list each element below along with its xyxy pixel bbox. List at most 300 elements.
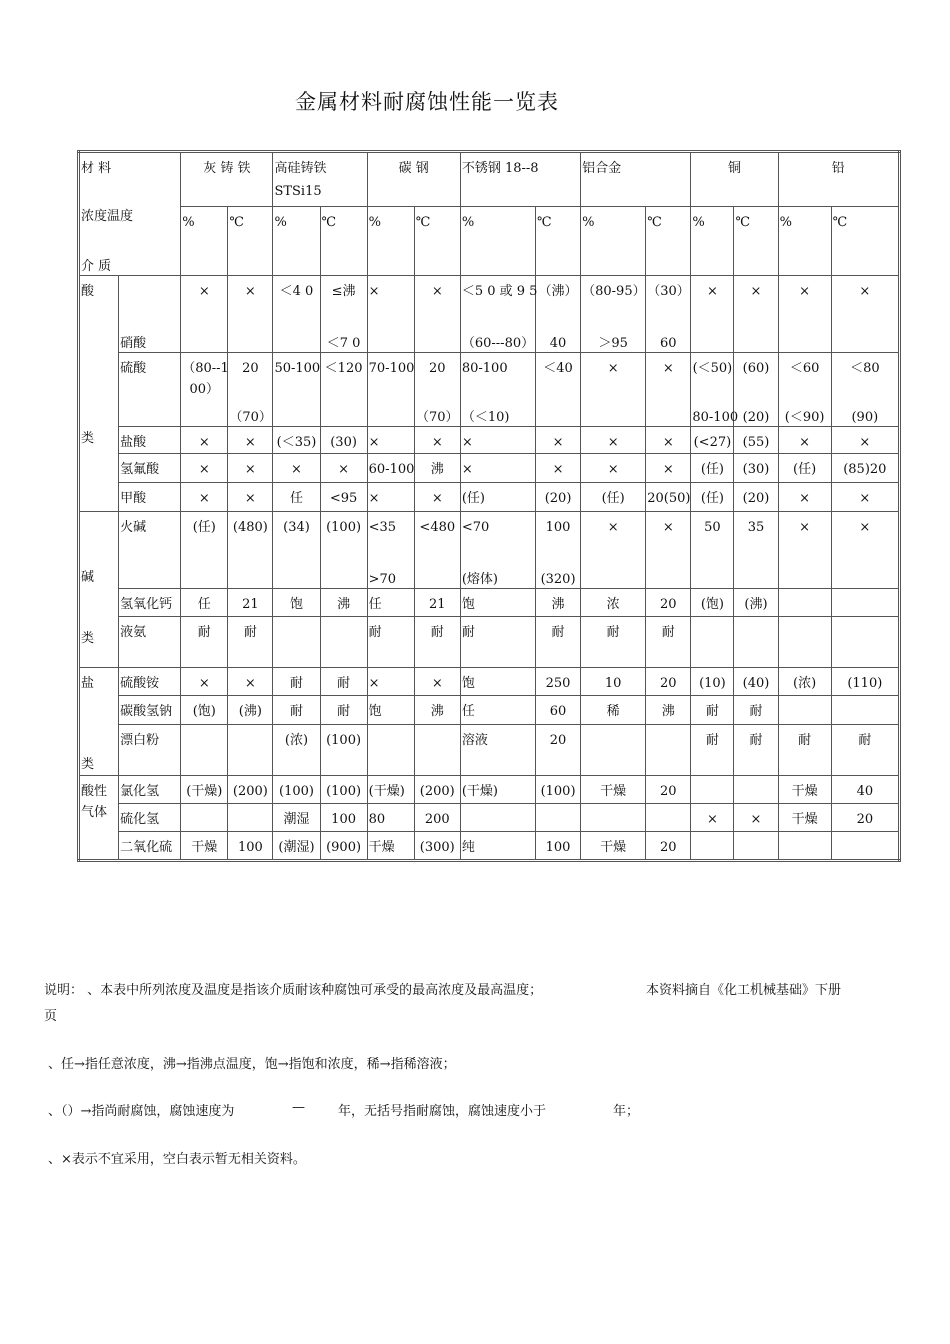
value-top: × [368,284,380,299]
value-wrap [182,276,226,352]
value-cell [367,776,414,804]
medium-wrap [120,483,179,511]
unit-label: ℃ [229,214,244,230]
unit-label: ℃ [415,214,431,230]
material-name: 灰 铸 铁 [203,161,251,176]
value-wrap [537,832,579,859]
value-cell [646,512,691,589]
value-top: 20 [856,812,874,827]
value-cell [320,617,367,668]
medium-wrap [120,725,179,775]
value-cell [181,589,228,617]
value-top [735,832,776,841]
value-top: 任 [461,704,475,719]
value-top: × [244,284,256,299]
value-top: × [291,462,302,477]
value-cell [414,804,460,832]
value-wrap [274,353,321,426]
value-wrap [780,512,830,588]
conc-temp-label: 浓度温度 [81,209,134,224]
value-top: × [198,462,210,477]
value-cell [414,832,460,861]
unit-label: % [692,214,705,230]
group-label [81,512,117,665]
value-bottom: ＜7 0 [326,336,361,351]
medium-name: 硫酸 [120,361,147,376]
unit-label: % [582,214,595,230]
value-top: 耐 [197,625,211,640]
value-top [647,804,689,813]
value-wrap [780,804,830,831]
value-wrap [582,696,644,724]
medium-cell [119,832,181,861]
value-wrap [780,617,830,667]
medium-wrap [120,832,179,859]
value-cell [181,427,228,454]
unit-header-cell [320,206,367,275]
value-cell [581,776,646,804]
value-top: × [859,520,871,535]
value-cell [646,617,691,668]
group-label-bottom: 气体 [81,805,108,820]
unit-header-cell [367,206,414,275]
value-top: × [706,812,718,827]
value-cell [734,454,778,483]
group-label-cell [79,276,119,512]
medium-name: 硝酸 [120,336,147,351]
value-cell [536,589,581,617]
value-cell [831,776,899,804]
value-wrap-line: 00） [189,382,220,397]
unit-label: ℃ [321,214,337,230]
value-top: 10 [604,676,622,691]
material-label: 材 料 [81,161,112,176]
value-cell [581,427,646,454]
value-cell [646,696,691,725]
value-top: (干燥) [461,784,498,799]
value-wrap [416,617,459,667]
unit-header-cell [734,206,778,275]
value-cell [778,668,831,696]
value-wrap [369,589,413,616]
value-top [582,725,644,734]
value-wrap [322,353,366,426]
value-cell [273,353,320,427]
value-top: × [799,491,811,506]
value-wrap [322,454,366,482]
medium-name: 盐酸 [120,435,147,450]
value-wrap [735,427,776,453]
value-top: (30) [330,435,357,450]
value-wrap [735,454,776,482]
value-top: 耐 [858,733,872,748]
value-top: × [706,284,718,299]
value-cell [831,617,899,668]
medium-name: 氢氧化钙 [120,597,173,612]
value-wrap [416,589,459,616]
value-wrap [692,483,732,511]
value-cell [414,427,460,454]
value-top: × [859,284,871,299]
value-top: 20 [660,676,677,691]
value-top: 饱 [461,597,475,612]
note-line-1: 说明： 、本表中所列浓度及温度是指该介质耐该种腐蚀可承受的最高浓度及最高温度； [44,983,543,998]
value-bottom: (＜90) [784,410,825,425]
value-top: (40) [742,676,770,691]
value-top [369,725,413,734]
value-cell [414,617,460,668]
value-wrap [182,589,226,616]
value-cell [460,776,535,804]
value-cell [536,832,581,861]
value-wrap [369,353,413,426]
value-top: × [859,435,871,450]
value-cell [581,589,646,617]
value-top: (＜35) [276,435,317,450]
value-top: (200) [232,784,268,799]
group-label [81,776,117,857]
value-cell [181,776,228,804]
value-wrap [229,617,271,667]
value-cell [691,776,734,804]
value-top: (饱) [700,597,724,612]
unit-label: ℃ [735,214,750,230]
value-cell [460,725,535,776]
value-wrap [274,589,318,616]
unit-label: % [274,214,287,230]
value-wrap [416,776,459,803]
value-wrap [780,483,830,511]
value-wrap [229,832,271,859]
value-cell [460,512,535,589]
value-wrap [647,454,689,482]
group-label-bottom: 类 [81,757,95,772]
value-cell [181,454,228,483]
value-top: 耐 [368,625,382,640]
value-top: × [198,676,210,691]
value-wrap [461,276,538,352]
unit-label: % [182,214,195,230]
value-top [692,617,732,626]
material-header-cell [181,152,273,207]
value-wrap [274,483,318,511]
unit-header-cell [646,206,691,275]
value-cell [181,483,228,512]
value-top: (干燥) [186,784,223,799]
medium-cell [119,725,181,776]
value-cell [691,512,734,589]
value-cell [460,668,535,696]
value-cell [460,832,535,861]
value-cell [734,668,778,696]
value-cell [778,454,831,483]
value-top: 耐 [749,704,763,719]
value-wrap [416,725,459,775]
value-wrap [582,668,644,695]
value-cell [367,668,414,696]
value-bottom: 40 [549,336,567,351]
value-top: (300) [419,840,455,855]
value-cell [273,696,320,725]
value-top: 干燥 [368,840,395,855]
material-header-cell [691,152,778,207]
material-header-cell [778,152,899,207]
unit-header-cell [228,206,273,275]
value-cell [273,832,320,861]
value-cell [646,353,691,427]
medium-name: 火碱 [120,520,147,535]
value-cell [536,696,581,725]
value-top [582,804,644,813]
value-cell [181,804,228,832]
value-top: 耐 [289,676,303,691]
value-wrap [780,668,830,695]
value-cell [460,804,535,832]
material-name: 铜 [727,161,741,176]
medium-cell [119,454,181,483]
medium-name: 硫化氢 [120,812,160,827]
unit-header-cell [273,206,320,275]
value-top: ＜80 [850,361,880,376]
value-cell [581,276,646,353]
value-wrap [537,512,579,588]
medium-cell [119,512,181,589]
value-cell [581,483,646,512]
value-wrap [537,696,579,724]
value-top: 250 [545,676,571,691]
value-cell [778,353,831,427]
value-cell [778,427,831,454]
value-cell [320,832,367,861]
medium-wrap [120,776,179,803]
value-cell [320,353,367,427]
medium-wrap [120,696,179,724]
value-top: 干燥 [791,784,818,799]
group-label [81,276,117,507]
value-cell [734,696,778,725]
value-wrap [274,427,318,453]
value-cell [273,617,320,668]
value-bottom: （60---80） [461,336,535,351]
value-wrap [274,668,318,695]
value-cell [581,617,646,668]
value-bottom: (熔体) [461,572,498,587]
value-wrap [182,725,226,775]
value-top: 50-100 [274,361,321,376]
value-top: × [244,435,256,450]
value-top: 耐 [705,733,719,748]
value-wrap [322,696,366,724]
value-top: 耐 [606,625,620,640]
value-wrap [647,589,689,616]
note-source: 本资料摘自《化工机械基础》下册 [646,983,842,998]
value-cell [414,776,460,804]
value-wrap [735,832,776,859]
value-wrap [833,427,897,453]
value-wrap [833,617,897,667]
value-wrap [322,668,366,695]
value-wrap [647,617,689,667]
note-line-3b: 年，无括号指耐腐蚀，腐蚀速度小于 [338,1104,547,1119]
value-wrap [322,832,366,859]
value-top [735,776,776,785]
value-wrap [647,668,689,695]
value-wrap [735,276,776,352]
value-cell [367,804,414,832]
value-wrap [735,804,776,831]
value-cell [228,696,273,725]
medium-wrap [120,353,179,426]
value-top [416,725,459,734]
value-top: (34) [283,520,310,535]
value-top: （80--1 [182,361,229,376]
value-cell [414,696,460,725]
unit-header-cell [536,206,581,275]
value-cell [831,725,899,776]
medium-name: 硫酸铵 [120,676,160,691]
value-top: 20 [549,733,567,748]
material-name: 不锈钢 18--8 [461,161,539,176]
value-cell [320,512,367,589]
value-wrap [780,427,830,453]
value-wrap [182,353,229,426]
value-wrap [274,725,318,775]
table-row [79,276,900,353]
value-wrap [462,483,534,511]
group-label-cell [79,668,119,776]
value-top: × [799,284,811,299]
value-cell [320,776,367,804]
value-top: 饱 [289,597,303,612]
value-wrap [462,617,534,667]
value-cell [734,589,778,617]
value-top [692,832,732,841]
value-bottom: （＜10) [461,410,510,425]
value-wrap [735,617,776,667]
table-row [79,668,900,696]
value-top: (浓) [793,676,817,691]
value-cell [414,589,460,617]
value-top: ＜40 [543,361,573,376]
value-top: (100) [279,784,314,799]
value-wrap [274,454,318,482]
value-wrap [416,804,459,831]
value-cell [734,776,778,804]
value-top: <95 [329,491,358,506]
group-label [81,668,117,773]
value-top: (100) [326,733,362,748]
value-wrap [692,668,732,695]
table-row [79,483,900,512]
value-wrap [369,276,413,352]
value-top: (任) [700,491,724,506]
value-cell [831,353,899,427]
value-wrap [182,617,226,667]
value-cell [536,427,581,454]
value-cell [273,427,320,454]
value-top [322,617,366,626]
value-top: （沸） [538,284,578,299]
value-top: (＜50) [692,361,733,376]
medium-wrap [120,427,179,453]
value-wrap [369,832,413,859]
table-row [79,512,900,589]
group-label-cell [79,512,119,668]
value-top: (任) [700,462,724,477]
value-cell [831,832,899,861]
value-bottom: ＞95 [598,336,628,351]
value-wrap [274,832,318,859]
value-top: 60 [549,704,567,719]
value-cell [228,617,273,668]
value-wrap [462,832,534,859]
value-wrap [537,668,579,695]
value-top: 沸 [430,462,444,477]
value-top: (60) [742,361,770,376]
value-wrap [692,454,732,482]
unit-label: ℃ [537,214,552,230]
value-wrap [735,589,776,616]
value-top: × [244,462,256,477]
group-label-bottom: 类 [81,631,95,646]
value-wrap [582,353,644,426]
material-header-cell [581,152,691,207]
material-name: 铝合金 [582,161,622,176]
unit-header-cell [460,206,535,275]
value-cell [320,483,367,512]
value-wrap [780,776,830,803]
value-cell [646,483,691,512]
value-wrap [462,725,534,775]
value-wrap [780,454,830,482]
value-wrap [692,276,732,352]
value-cell [228,353,273,427]
material-header-cell [273,152,367,207]
medium-cell [119,353,181,427]
value-top: (沸) [744,597,768,612]
value-wrap [229,276,271,352]
value-top: × [461,435,473,450]
value-top [833,832,897,841]
value-wrap [416,353,459,426]
value-wrap [582,427,644,453]
unit-header-cell [181,206,228,275]
note-page: 页 [44,1009,58,1024]
value-cell [320,276,367,353]
value-wrap [322,276,366,352]
value-cell [414,512,460,589]
value-cell [228,725,273,776]
value-top [537,804,579,813]
value-top: ≤沸 [331,284,356,299]
value-cell [460,589,535,617]
value-cell [273,276,320,353]
value-wrap [735,776,776,803]
value-cell [273,483,320,512]
medium-name: 液氨 [120,625,147,640]
value-cell [181,276,228,353]
value-top: 40 [856,784,874,799]
medium-cell [119,276,181,353]
value-cell [460,427,535,454]
value-top: (20) [544,491,572,506]
value-cell [691,276,734,353]
value-top: × [338,462,350,477]
value-wrap [833,454,897,482]
value-cell [228,427,273,454]
value-bottom: 60 [660,336,677,351]
value-cell [414,483,460,512]
